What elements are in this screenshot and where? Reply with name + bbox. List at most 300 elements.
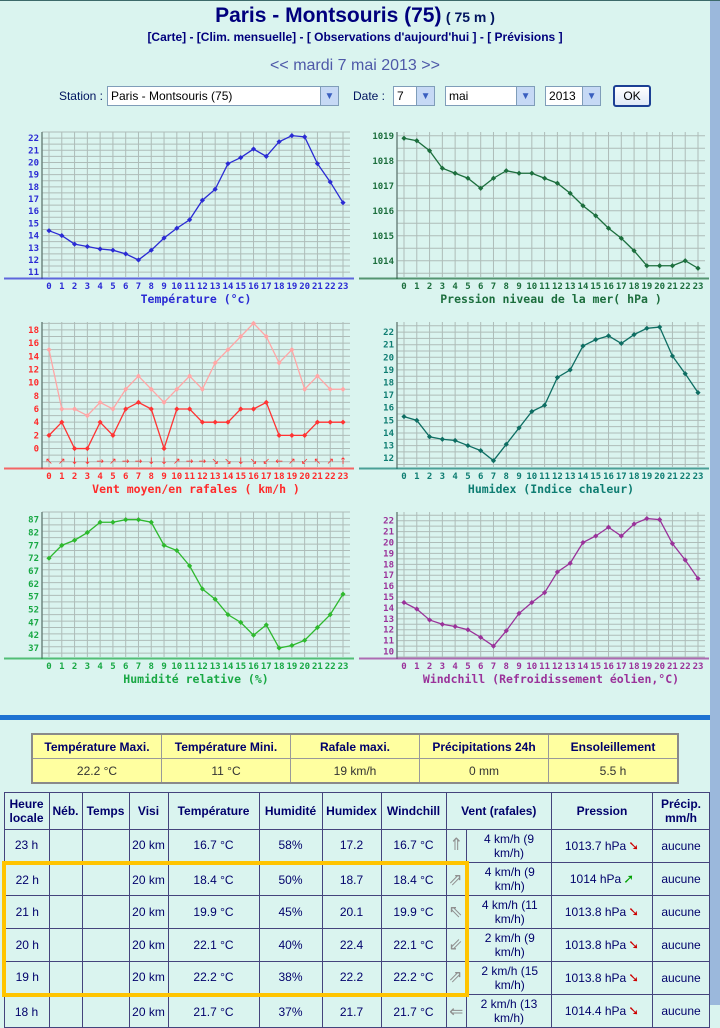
y-tick-label: 4: [33, 418, 39, 429]
x-tick-label: 12: [196, 282, 208, 292]
y-tick-label: 37: [28, 644, 39, 655]
current-date-label: mardi 7 mai 2013: [293, 57, 417, 74]
x-tick-label: 22: [324, 662, 336, 672]
cell-pression: [552, 929, 653, 962]
summary-value: 5.5 h: [549, 759, 679, 784]
wind-direction-icon: ⇙: [446, 929, 467, 962]
x-tick-label: 8: [503, 662, 509, 672]
y-tick-label: 22: [383, 516, 394, 527]
pressure-value: 1013.8 hPa: [564, 904, 627, 919]
data-point: [276, 645, 281, 650]
x-tick-label: 2: [426, 472, 433, 482]
y-tick-label: 16: [383, 403, 394, 414]
x-tick-label: 19: [286, 472, 298, 482]
y-tick-label: 1015: [372, 231, 394, 242]
y-tick-label: 13: [383, 614, 394, 625]
y-tick-label: 12: [383, 625, 394, 636]
data-point: [85, 244, 90, 249]
x-tick-label: 1: [414, 472, 420, 482]
x-tick-label: 15: [235, 472, 247, 482]
x-tick-label: 13: [564, 662, 576, 672]
x-tick-label: 11: [184, 472, 196, 482]
pressure-value: 1013.7 hPa: [564, 838, 627, 853]
y-tick-label: 14: [383, 428, 394, 439]
cell-humidex: 17.2: [322, 830, 381, 863]
hourly-header: Visi: [129, 793, 168, 830]
chevron-down-icon: ▼: [416, 87, 434, 105]
x-tick-label: 19: [286, 282, 298, 292]
chevron-down-icon: ▼: [516, 87, 534, 105]
x-tick-label: 18: [273, 472, 285, 482]
data-point: [149, 520, 154, 525]
data-point: [593, 337, 598, 342]
chevron-down-icon: ▼: [582, 87, 600, 105]
wind-direction-icon: ←: [275, 457, 283, 467]
cell-vent: 2 km/h (13 km/h): [467, 995, 552, 1028]
y-tick-label: 22: [383, 328, 394, 339]
x-tick-label: 15: [590, 282, 602, 292]
wind-direction-icon: →: [121, 457, 130, 467]
y-tick-label: 87: [28, 515, 39, 526]
cell-hour: 22 h: [4, 863, 49, 896]
x-tick-label: 7: [135, 472, 142, 482]
date-label: Date :: [353, 89, 386, 103]
cell-temperature: 22.2 °C: [168, 962, 259, 995]
summary-value: 11 °C: [162, 759, 291, 784]
x-tick-label: 13: [209, 472, 221, 482]
scrollbar[interactable]: [710, 1, 720, 1005]
x-tick-label: 4: [97, 282, 103, 292]
cell-precip: aucune: [653, 830, 710, 863]
x-tick-label: 6: [477, 472, 484, 482]
x-tick-label: 4: [452, 472, 458, 482]
x-tick-label: 10: [171, 662, 183, 672]
x-tick-label: 2: [71, 472, 78, 482]
data-point: [276, 433, 281, 438]
data-point: [657, 324, 662, 329]
x-tick-label: 4: [97, 662, 103, 672]
x-tick-label: 11: [539, 662, 551, 672]
cell-windchill: 22.2 °C: [381, 962, 446, 995]
hourly-header: Temps: [82, 793, 129, 830]
data-point: [401, 414, 406, 419]
data-point: [516, 171, 521, 176]
page-title: Paris - Montsouris (75): [215, 4, 442, 27]
chart-title: Humidex (Indice chaleur): [467, 482, 635, 496]
y-tick-label: 1014: [372, 256, 394, 267]
hourly-table: [2, 792, 710, 1028]
data-point: [46, 347, 51, 352]
cell-visi: 20 km: [129, 863, 168, 896]
summary-value: 0 mm: [420, 759, 549, 784]
wind-direction-icon: ↓: [160, 457, 168, 467]
x-tick-label: 14: [222, 662, 234, 672]
link-separator: -: [476, 30, 488, 44]
station-date-form: [0, 85, 710, 107]
station-select[interactable]: [107, 86, 339, 106]
data-point: [123, 517, 128, 522]
data-point: [542, 403, 547, 408]
x-tick-label: 0: [46, 662, 52, 672]
cell-humidex: 22.4: [322, 929, 381, 962]
station-altitude: ( 75 m ): [445, 9, 495, 25]
x-tick-label: 16: [603, 282, 614, 292]
pressure-value: 1013.8 hPa: [564, 970, 627, 985]
y-tick-label: 18: [28, 325, 39, 336]
data-point: [302, 134, 307, 139]
pressure-value: 1013.8 hPa: [564, 937, 627, 952]
wind-direction-icon: →: [134, 457, 143, 467]
data-point: [98, 246, 103, 251]
y-tick-label: 13: [28, 243, 39, 254]
summary-header: Température Maxi.: [32, 734, 162, 759]
cell-temperature: 18.4 °C: [168, 863, 259, 896]
wind-direction-icon: →: [198, 457, 207, 467]
x-tick-label: 22: [679, 472, 691, 482]
cell-vent: 4 km/h (9 km/h): [467, 830, 552, 863]
y-tick-label: 82: [28, 528, 39, 539]
x-tick-label: 5: [110, 662, 116, 672]
chart-title: Pression niveau de la mer( hPa ): [440, 292, 662, 306]
y-tick-label: 12: [28, 365, 39, 376]
summary-header: Précipitations 24h: [420, 734, 549, 759]
x-tick-label: 2: [426, 662, 433, 672]
data-point: [289, 433, 294, 438]
hourly-header: Température: [168, 793, 259, 830]
y-tick-label: 11: [28, 268, 39, 279]
x-tick-label: 0: [401, 282, 407, 292]
data-line: [404, 519, 698, 647]
charts-grid: [0, 127, 710, 697]
y-tick-label: 77: [28, 541, 39, 552]
x-tick-label: 17: [260, 472, 272, 482]
x-tick-label: 3: [439, 472, 446, 482]
x-tick-label: 5: [110, 472, 116, 482]
x-tick-label: 21: [667, 662, 678, 672]
wind-direction-icon: ⇗: [446, 962, 467, 995]
pressure-trend-up-icon: ➚: [623, 871, 635, 887]
data-point: [136, 517, 141, 522]
x-tick-label: 23: [692, 472, 704, 482]
cell-hour: 18 h: [4, 995, 49, 1028]
wind-direction-icon: ↗: [288, 457, 296, 467]
chart-title: Vent moyen/en rafales ( km/h ): [92, 482, 300, 496]
cell-neb: [49, 896, 82, 929]
y-tick-label: 12: [28, 255, 39, 266]
y-tick-label: 20: [383, 538, 394, 549]
y-tick-label: 13: [383, 441, 394, 452]
x-tick-label: 16: [248, 662, 259, 672]
x-tick-label: 6: [122, 472, 129, 482]
x-tick-label: 14: [577, 282, 589, 292]
y-tick-label: 14: [28, 231, 39, 242]
cell-humidite: 45%: [259, 896, 322, 929]
y-tick-label: 1017: [372, 181, 394, 192]
y-tick-label: 67: [28, 567, 39, 578]
wind-direction-icon: ⇖: [446, 896, 467, 929]
y-tick-label: 47: [28, 618, 39, 629]
y-tick-label: 17: [28, 195, 39, 206]
y-tick-label: 1018: [372, 156, 394, 167]
chart-title: Windchill (Refroidissement éolien,°C): [422, 672, 680, 686]
y-tick-label: 18: [28, 182, 39, 193]
y-tick-label: 17: [383, 571, 394, 582]
x-tick-label: 22: [324, 472, 336, 482]
x-tick-label: 0: [401, 472, 407, 482]
x-tick-label: 16: [603, 662, 614, 672]
x-tick-label: 20: [299, 472, 311, 482]
x-tick-label: 10: [526, 662, 538, 672]
x-tick-label: 19: [641, 472, 653, 482]
date-navigation: [0, 57, 710, 75]
cell-humidex: 18.7: [322, 863, 381, 896]
x-tick-label: 17: [260, 282, 272, 292]
pressure-value: 1014 hPa: [569, 871, 622, 886]
x-tick-label: 2: [71, 662, 78, 672]
wind-direction-icon: ↗: [173, 457, 181, 467]
y-tick-label: 0: [33, 444, 39, 455]
y-tick-label: 21: [383, 340, 394, 351]
y-tick-label: 19: [28, 170, 39, 181]
hourly-header: Pression: [552, 793, 653, 830]
hourly-header: Heure locale: [4, 793, 49, 830]
cell-precip: aucune: [653, 995, 710, 1028]
x-tick-label: 1: [414, 282, 420, 292]
station-label: Station :: [58, 89, 103, 103]
data-point: [289, 643, 294, 648]
y-tick-label: 15: [28, 219, 39, 230]
x-tick-label: 6: [122, 282, 129, 292]
x-tick-label: 13: [564, 282, 576, 292]
wind-direction-icon: →: [96, 457, 104, 467]
data-point: [110, 248, 115, 253]
hourly-header: Humidex: [322, 793, 381, 830]
y-tick-label: 42: [28, 631, 39, 642]
x-tick-label: 9: [516, 472, 522, 482]
cell-hour: 19 h: [4, 962, 49, 995]
x-tick-label: 21: [312, 662, 323, 672]
hourly-row: [4, 896, 710, 929]
x-tick-label: 8: [503, 472, 509, 482]
cell-neb: [49, 929, 82, 962]
x-tick-label: 21: [667, 282, 678, 292]
chart-wind: [2, 317, 356, 507]
x-tick-label: 16: [248, 472, 259, 482]
hourly-header: Humidité: [259, 793, 322, 830]
cell-visi: 20 km: [129, 929, 168, 962]
pressure-trend-down-icon: ➘: [628, 970, 640, 986]
cell-windchill: 19.9 °C: [381, 896, 446, 929]
cell-humidex: 21.7: [322, 995, 381, 1028]
hourly-header: Précip. mm/h: [653, 793, 710, 830]
y-tick-label: 14: [383, 603, 394, 614]
hourly-row: [4, 929, 710, 962]
x-tick-label: 8: [148, 472, 154, 482]
summary-header: Ensoleillement: [549, 734, 679, 759]
x-tick-label: 6: [477, 282, 484, 292]
wind-direction-icon: ↗: [58, 457, 66, 467]
page-content: [0, 4, 710, 1028]
x-tick-label: 17: [615, 472, 627, 482]
pressure-trend-down-icon: ➘: [628, 937, 640, 953]
chart-title: Température (°c): [140, 292, 252, 306]
month-select-value: mai: [449, 89, 469, 103]
x-tick-label: 12: [551, 472, 563, 482]
chart-title: Humidité relative (%): [123, 672, 269, 686]
pressure-value: 1014.4 hPa: [564, 1003, 627, 1018]
cell-precip: aucune: [653, 929, 710, 962]
data-line: [49, 520, 343, 648]
year-select[interactable]: [545, 86, 601, 106]
x-tick-label: 3: [84, 282, 91, 292]
y-tick-label: 19: [383, 549, 394, 560]
cell-precip: aucune: [653, 962, 710, 995]
data-point: [46, 228, 51, 233]
cell-temps: [82, 830, 129, 863]
x-tick-label: 23: [692, 282, 704, 292]
y-tick-label: 17: [383, 391, 394, 402]
x-tick-label: 14: [577, 662, 589, 672]
x-tick-label: 2: [71, 282, 78, 292]
link-previsions[interactable]: [ Prévisions ]: [487, 30, 563, 44]
x-tick-label: 13: [209, 282, 221, 292]
hourly-header: Néb.: [49, 793, 82, 830]
x-tick-label: 16: [603, 472, 614, 482]
link-clim-mensuelle[interactable]: [Clim. mensuelle]: [196, 30, 297, 44]
x-tick-label: 22: [324, 282, 336, 292]
x-tick-label: 18: [628, 282, 640, 292]
cell-temps: [82, 896, 129, 929]
next-day-arrow[interactable]: >>: [421, 57, 440, 74]
cell-humidite: 50%: [259, 863, 322, 896]
cell-hour: 20 h: [4, 929, 49, 962]
cell-vent: 2 km/h (15 km/h): [467, 962, 552, 995]
cell-humidex: 22.2: [322, 962, 381, 995]
x-tick-label: 0: [46, 282, 52, 292]
x-tick-label: 3: [439, 662, 446, 672]
hourly-row: [4, 962, 710, 995]
x-tick-label: 11: [539, 282, 551, 292]
y-tick-label: 18: [383, 560, 394, 571]
x-tick-label: 11: [184, 282, 196, 292]
x-tick-label: 3: [84, 472, 91, 482]
y-tick-label: 15: [383, 416, 394, 427]
hourly-row: [4, 863, 710, 896]
x-tick-label: 8: [148, 662, 154, 672]
ok-button[interactable]: OK: [613, 85, 651, 107]
wind-direction-icon: ↓: [236, 457, 245, 467]
cell-vent: 4 km/h (9 km/h): [467, 863, 552, 896]
link-observations[interactable]: [ Observations d'aujourd'hui ]: [306, 30, 477, 44]
x-tick-label: 12: [551, 282, 563, 292]
chart-humidity: [2, 507, 356, 697]
x-tick-label: 10: [526, 282, 538, 292]
chart-windchill: [357, 507, 711, 697]
cell-neb: [49, 995, 82, 1028]
x-tick-label: 22: [679, 282, 691, 292]
data-point: [328, 420, 333, 425]
x-tick-label: 23: [692, 662, 704, 672]
data-point: [110, 520, 115, 525]
x-tick-label: 21: [312, 472, 323, 482]
x-tick-label: 3: [84, 662, 91, 672]
x-tick-label: 13: [209, 662, 221, 672]
x-tick-label: 7: [490, 662, 497, 672]
pressure-trend-down-icon: ➘: [628, 904, 640, 920]
x-tick-label: 14: [222, 282, 234, 292]
x-tick-label: 5: [465, 662, 471, 672]
y-tick-label: 10: [383, 647, 394, 658]
x-tick-label: 13: [564, 472, 576, 482]
cell-humidite: 58%: [259, 830, 322, 863]
data-line: [404, 327, 698, 461]
hourly-row: [4, 995, 710, 1028]
data-point: [401, 600, 406, 605]
day-select[interactable]: [393, 86, 435, 106]
x-tick-label: 18: [273, 282, 285, 292]
x-tick-label: 12: [196, 662, 208, 672]
cell-temperature: 16.7 °C: [168, 830, 259, 863]
x-tick-label: 15: [235, 662, 247, 672]
x-tick-label: 5: [465, 472, 471, 482]
data-point: [174, 406, 179, 411]
x-tick-label: 10: [171, 472, 183, 482]
x-tick-label: 4: [452, 282, 458, 292]
y-tick-label: 16: [28, 339, 39, 350]
month-select[interactable]: [445, 86, 535, 106]
wind-direction-icon: ↘: [249, 457, 258, 467]
cell-visi: 20 km: [129, 830, 168, 863]
x-tick-label: 9: [516, 282, 522, 292]
y-tick-label: 2: [33, 431, 39, 442]
cell-temps: [82, 995, 129, 1028]
data-point: [264, 400, 269, 405]
x-tick-label: 20: [299, 662, 311, 672]
x-tick-label: 7: [490, 282, 497, 292]
y-tick-label: 19: [383, 365, 394, 376]
wind-direction-icon: ⇗: [446, 863, 467, 896]
y-tick-label: 8: [33, 391, 39, 402]
x-tick-label: 17: [615, 282, 627, 292]
data-point: [225, 161, 230, 166]
wind-direction-icon: ↙: [300, 457, 309, 467]
cell-humidite: 37%: [259, 995, 322, 1028]
x-tick-label: 0: [46, 472, 52, 482]
pressure-trend-down-icon: ➘: [628, 1003, 640, 1019]
y-tick-label: 6: [33, 405, 39, 415]
data-point: [123, 406, 128, 411]
x-tick-label: 8: [503, 282, 509, 292]
cell-pression: [552, 863, 653, 896]
prev-day-arrow[interactable]: <<: [270, 57, 289, 74]
chart-pressure: [357, 127, 711, 317]
x-tick-label: 3: [439, 282, 446, 292]
wind-direction-icon: ↖: [45, 457, 53, 467]
link-separator: -: [296, 30, 307, 44]
x-tick-label: 1: [59, 472, 65, 482]
x-tick-label: 10: [171, 282, 183, 292]
x-tick-label: 5: [465, 282, 471, 292]
cell-temps: [82, 929, 129, 962]
chart-temperature: [2, 127, 356, 317]
x-tick-label: 1: [414, 662, 420, 672]
data-point: [529, 171, 534, 176]
chevron-down-icon: ▼: [320, 87, 338, 105]
x-tick-label: 9: [161, 662, 167, 672]
data-point: [72, 446, 77, 451]
y-tick-label: 1019: [372, 131, 394, 142]
link-carte[interactable]: [Carte]: [147, 30, 187, 44]
